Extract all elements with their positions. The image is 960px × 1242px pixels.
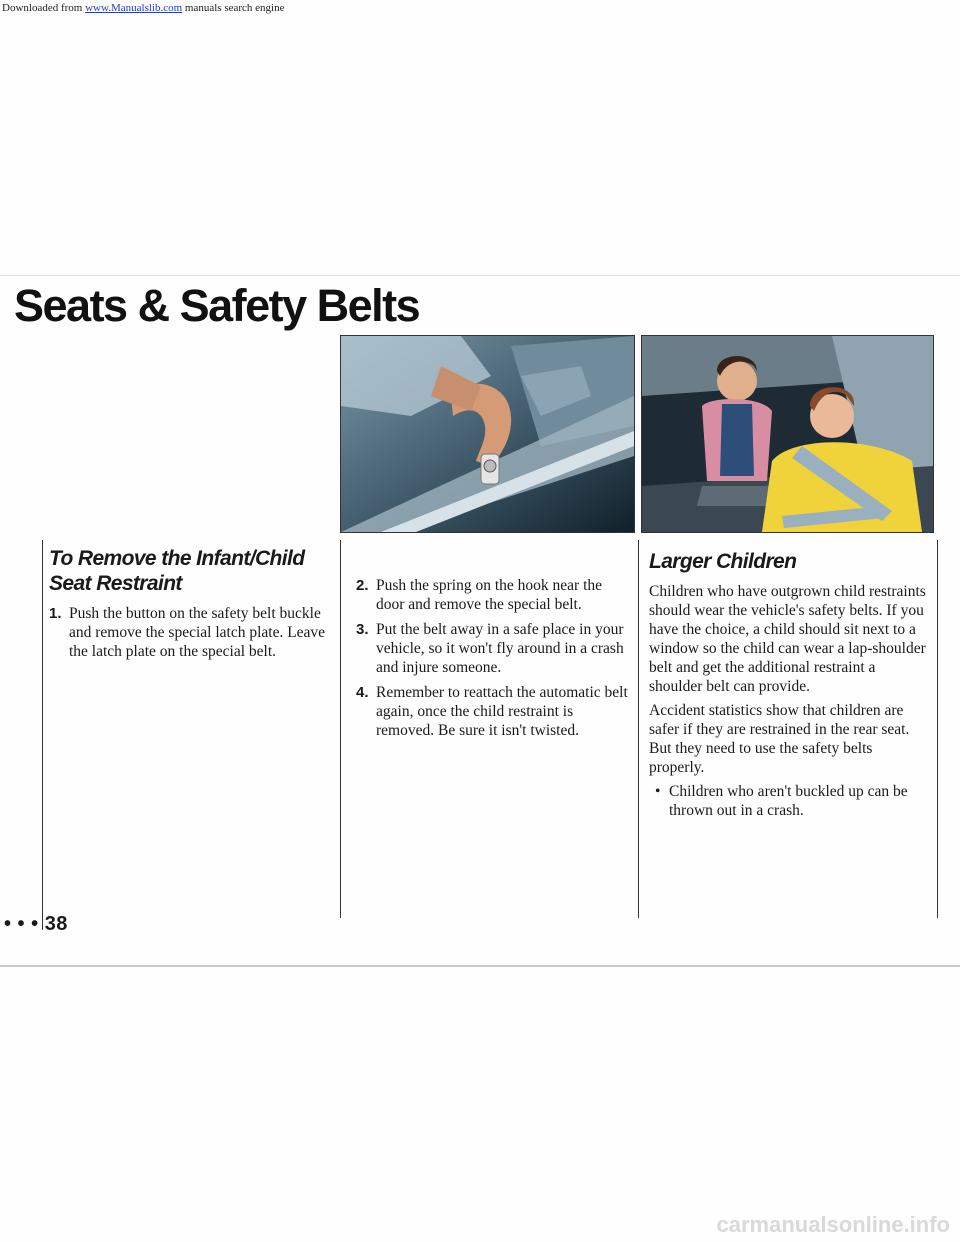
column-rule-1 <box>42 540 43 930</box>
photo-children-in-seat-belts <box>641 335 934 533</box>
photo-removing-belt-hook <box>340 335 635 533</box>
step-number: 1. <box>49 605 62 622</box>
step-item <box>356 683 631 740</box>
step-text: Remember to reattach the automatic belt again, once the child restraint is removed. Be sure it isn't twisted. <box>376 684 628 739</box>
manualslib-link[interactable]: www.Manualslib.com <box>85 2 183 14</box>
page-marker-dots: • • • <box>4 913 39 935</box>
column-rule-4 <box>937 540 938 918</box>
page-number-value: 38 <box>44 913 68 935</box>
banner-prefix: Downloaded from <box>2 2 86 14</box>
bullet-item: • Children who aren't buckled up can be thrown out in a crash. <box>655 783 908 819</box>
step-item <box>356 620 631 677</box>
step-number: 4. <box>356 684 369 701</box>
column-remove-steps-continued <box>356 576 631 746</box>
top-divider <box>0 275 960 276</box>
step-number: 2. <box>356 577 369 594</box>
banner-suffix: manuals search engine <box>182 2 285 14</box>
paragraph-accident-statistics: Accident statistics show that children are safer if they are restrained in the rear seat. But they need to use the safety belts properly. <box>649 702 910 776</box>
step-item <box>49 604 329 661</box>
heading-remove-restraint: To Remove the Infant/Child Seat Restraint <box>49 547 305 595</box>
children-bullet-list <box>649 782 929 820</box>
bottom-divider <box>0 965 960 967</box>
column-rule-3 <box>638 540 639 918</box>
footer-watermark: carmanualsonline.info <box>716 1212 950 1237</box>
step-text: Push the button on the safety belt buckle and remove the special latch plate. Leave the latch plate on the special belt. <box>69 605 326 660</box>
step-text: Put the belt away in a safe place in your vehicle, so it won't fly around in a crash and injure someone. <box>376 621 624 676</box>
column-remove-restraint <box>49 546 329 667</box>
heading-larger-children: Larger Children <box>649 550 797 573</box>
remove-steps-list-continued <box>356 576 631 740</box>
page-number <box>4 913 68 936</box>
section-title: Seats & Safety Belts <box>14 280 420 331</box>
step-text: Push the spring on the hook near the door and remove the special belt. <box>376 577 603 613</box>
download-banner <box>0 0 960 16</box>
step-number: 3. <box>356 621 369 638</box>
column-larger-children <box>649 549 929 820</box>
remove-steps-list <box>49 604 329 661</box>
paragraph-outgrown-restraints: Children who have outgrown child restraints should wear the vehicle's safety belts. If you have the choice, a child should sit next to a window so the child can wear a lap-shoulder belt and get the additional restraint a shoulder belt can provide. <box>649 583 926 695</box>
bullet-text: Children who aren't buckled up can be thrown out in a crash. <box>669 783 908 819</box>
step-item <box>356 576 631 614</box>
column-rule-2 <box>340 540 341 918</box>
